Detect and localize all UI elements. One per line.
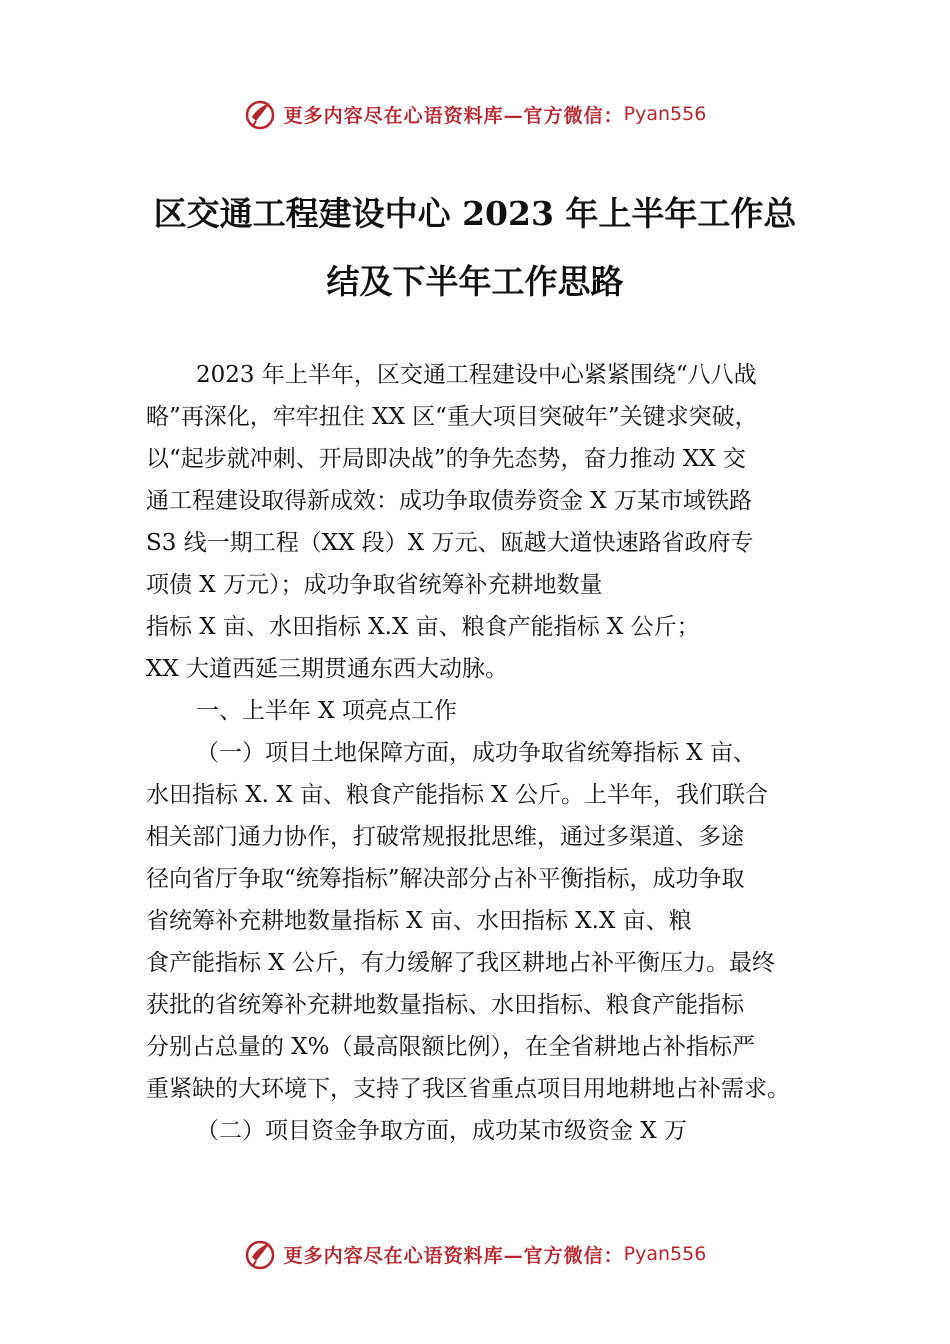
body-line: 略”再深化，牢牢扭住 XX 区“重大项目突破年”关键求突破，	[146, 404, 758, 430]
watermark-text: 更多内容尽在心语资料库—官方微信：	[283, 1244, 624, 1267]
section-heading: 一、上半年 X 项亮点工作	[196, 698, 457, 724]
watermark-wechat-id: Pyan556	[623, 103, 707, 125]
body-line: 相关部门通力协作，打破常规报批思维，通过多渠道、多途	[146, 824, 744, 850]
watermark-footer	[0, 1232, 950, 1276]
body-line: 项债 X 万元）；成功争取省统筹补充耕地数量	[146, 572, 603, 598]
body-line: 水田指标 X. X 亩、粮食产能指标 X 公斤。上半年，我们联合	[146, 782, 768, 808]
watermark-wechat-id: Pyan556	[623, 1243, 707, 1265]
watermark-header	[0, 92, 950, 136]
body-line: 重紧缺的大环境下，支持了我区省重点项目用地耕地占补需求。	[146, 1076, 790, 1102]
title-line-1: 区交通工程建设中心 2023 年上半年工作总	[153, 194, 797, 233]
body-line: 分别占总量的 X%（最高限额比例），在全省耕地占补指标严	[146, 1034, 756, 1060]
body-line: 获批的省统筹补充耕地数量指标、水田指标、粮食产能指标	[146, 992, 744, 1018]
body-line: XX 大道西延三期贯通东西大动脉。	[146, 656, 509, 682]
body-line: 通工程建设取得新成效：成功争取债券资金 X 万某市域铁路	[146, 488, 752, 514]
body-line: 食产能指标 X 公斤，有力缓解了我区耕地占补平衡压力。最终	[146, 950, 775, 976]
body-line: S3 线一期工程（XX 段）X 万元、瓯越大道快速路省政府专	[146, 530, 754, 556]
body-line: 以“起步就冲刺、开局即决战”的争先态势，奋力推动 XX 交	[146, 446, 746, 472]
body-line: 2023 年上半年，区交通工程建设中心紧紧围绕“八八战	[196, 362, 757, 388]
brush-logo-icon	[244, 1237, 278, 1271]
body-line: 指标 X 亩、水田指标 X.X 亩、粮食产能指标 X 公斤；	[146, 614, 700, 640]
document-title	[100, 180, 850, 316]
subsection-heading: （二）项目资金争取方面，成功某市级资金 X 万	[196, 1118, 687, 1144]
watermark-text: 更多内容尽在心语资料库—官方微信：	[283, 104, 624, 127]
title-line-2: 结及下半年工作思路	[326, 262, 624, 301]
document-body	[146, 354, 826, 1152]
brush-logo-icon	[244, 97, 278, 131]
body-line: 省统筹补充耕地数量指标 X 亩、水田指标 X.X 亩、粮	[146, 908, 692, 934]
subsection-heading: （一）项目土地保障方面，成功争取省统筹指标 X 亩、	[196, 740, 756, 766]
body-line: 径向省厅争取“统筹指标”解决部分占补平衡指标，成功争取	[146, 866, 745, 892]
